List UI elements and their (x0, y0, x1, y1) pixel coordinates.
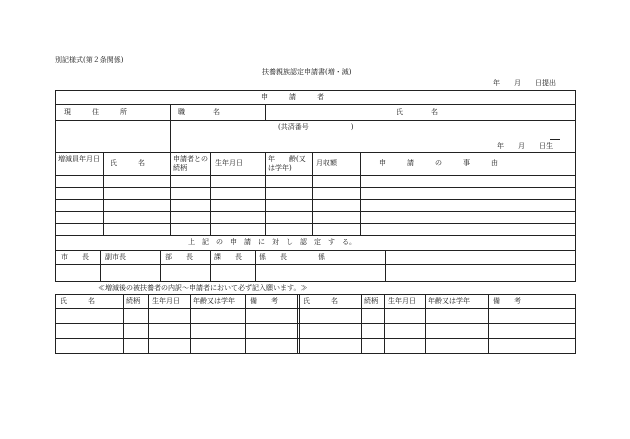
after-header-relation-1: 続柄 (126, 297, 140, 305)
approval-staff: 係 (318, 253, 325, 261)
after-change-note: ≪増減後の被扶養者の内訳〜申請者において必ず記入願います。≫ (98, 284, 308, 292)
header-dependent-name: 氏 名 (110, 159, 145, 167)
header-monthly-income: 月収額 (316, 159, 337, 167)
header-reason: 申 請 の 事 由 (379, 159, 498, 167)
birth-date-line: 年 月 日生 (497, 142, 553, 150)
header-age: 年 齢(又は学年) (268, 155, 306, 172)
approval-subsection-chief: 係 長 (259, 253, 287, 261)
after-header-age-1: 年齢又は学年 (193, 297, 235, 305)
header-change-date: 増減員年月日 (58, 155, 100, 163)
header-relationship: 申請者との続柄 (173, 155, 208, 172)
after-header-birth-1: 生年月日 (152, 297, 180, 305)
applicant-section-title: 申 請 者 (261, 93, 324, 101)
after-header-birth-2: 生年月日 (388, 297, 416, 305)
after-header-relation-2: 続柄 (364, 297, 378, 305)
page-title: 扶養親族認定申請書(増・減) (262, 68, 352, 76)
form-label: 別記様式(第２条関係) (55, 56, 124, 64)
mutual-aid-number: (共済番号 ) (278, 123, 354, 131)
submission-date: 年 月 日提出 (493, 79, 556, 87)
after-header-name-2: 氏 名 (303, 297, 338, 305)
after-header-remarks-1: 備 考 (250, 297, 278, 305)
after-header-name-1: 氏 名 (60, 297, 95, 305)
approval-section-chief: 課 長 (214, 253, 242, 261)
approval-dept-head: 部 長 (165, 253, 193, 261)
name-label: 氏 名 (396, 108, 438, 116)
job-title-label: 職 名 (178, 108, 220, 116)
approval-statement: 上 記 の 申 請 に 対 し 認 定 す る。 (188, 238, 356, 246)
after-header-age-2: 年齢又は学年 (428, 297, 470, 305)
approval-deputy-mayor: 副市長 (105, 253, 126, 261)
header-birth-date: 生年月日 (215, 159, 243, 167)
approval-mayor: 市 長 (61, 253, 89, 261)
address-label: 現 住 所 (64, 108, 127, 116)
after-header-remarks-2: 備 考 (493, 297, 521, 305)
